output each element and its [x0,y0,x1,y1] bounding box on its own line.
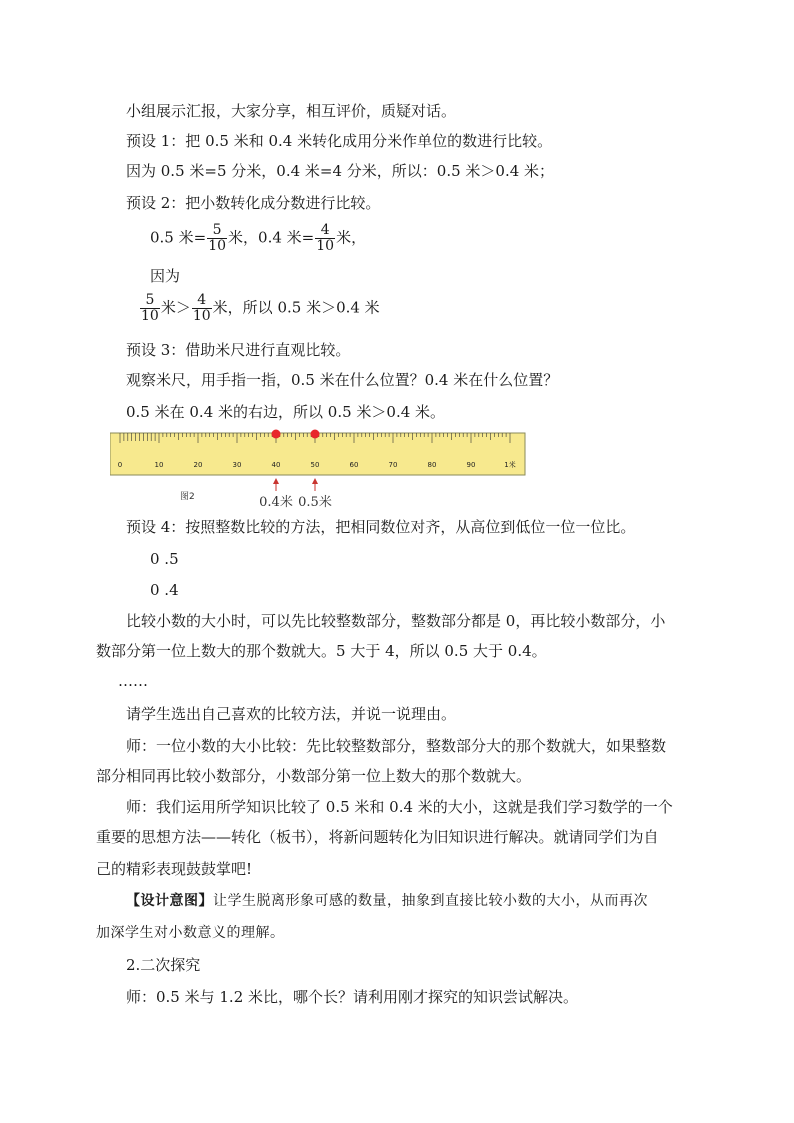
text-line: 预设 4：按照整数比较的方法，把相同数位对齐，从高位到低位一位一位比。 [126,518,636,536]
text-line: 小组展示汇报，大家分享，相互评价，质疑对话。 [126,102,457,120]
fraction-line: 0.5 米= $\frac{5}{10}$ 米，0.4 米= $\frac{4}{10}$ 米， [150,222,367,254]
section-heading: 2.二次探究 [126,956,201,974]
text-line: …… [118,672,148,690]
ruler-tick-label: 70 [388,461,398,469]
ruler-tick-label: 20 [193,461,203,469]
text-line: 部分相同再比较小数部分，小数部分第一位上数大的那个数就大。 [96,767,532,785]
figure-label: 图2 [180,492,195,502]
marker-label: 0.5米 [298,495,332,510]
marker-label: 0.4米 [259,495,293,510]
text-line: 预设 1：把 0.5 米和 0.4 米转化成用分米作单位的数进行比较。 [126,132,553,150]
ruler-marker [311,430,320,439]
fraction: $\frac{5}{10}$ [208,222,227,254]
design-intent-line: 加深学生对小数意义的理解。 [96,925,285,941]
text-line: 0 .5 [150,550,179,568]
fraction: $\frac{4}{10}$ [192,292,211,324]
ruler-tick-label: 90 [466,461,476,469]
text-line: 师：0.5 米与 1.2 米比，哪个长？请利用刚才探究的知识尝试解决。 [126,988,579,1006]
ruler-tick-label: 80 [427,461,437,469]
fraction: $\frac{4}{10}$ [316,222,335,254]
text-line: 因为 [150,267,181,285]
ruler-marker [272,430,281,439]
fraction: $\frac{5}{10}$ [141,292,159,324]
fraction-line: $\frac{5}{10}$ 米＞ $\frac{4}{10}$ 米，所以 0.5 米＞0.4 米 [141,292,380,324]
ruler-tick-label: 50 [310,461,320,469]
text-line: 因为 0.5 米=5 分米，0.4 米=4 分米，所以：0.5 米＞0.4 米； [126,162,555,180]
ruler-tick-label: 60 [349,461,359,469]
ruler-tick-label: 30 [232,461,242,469]
ruler-tick-label: 1米 [504,461,516,469]
ruler-tick-label: 40 [271,461,281,469]
ruler-svg [110,427,530,517]
text-line: 比较小数的大小时，可以先比较整数部分，整数部分都是 0，再比较小数部分，小 [126,612,666,630]
design-intent-tag: 【设计意图】 [126,893,213,909]
marker-arrow-head [273,478,279,484]
text-line: 己的精彩表现鼓鼓掌吧! [96,860,253,878]
text-line: 师：一位小数的大小比较：先比较整数部分，整数部分大的那个数就大，如果整数 [126,737,667,755]
text-line: 预设 3：借助米尺进行直观比较。 [126,341,351,359]
text-line: 请学生选出自己喜欢的比较方法，并说一说理由。 [126,705,457,723]
text-line: 预设 2：把小数转化成分数进行比较。 [126,194,381,212]
marker-arrow-head [312,478,318,484]
text-line: 0 .4 [150,581,179,599]
ruler-figure [110,427,530,517]
text-line: 重要的思想方法——转化（板书），将新问题转化为旧知识进行解决。就请同学们为自 [96,828,659,846]
text-line: 观察米尺，用手指一指，0.5 米在什么位置？0.4 米在什么位置？ [126,371,559,389]
ruler-tick-label: 0 [117,461,123,469]
text-line: 师：我们运用所学知识比较了 0.5 米和 0.4 米的大小，这就是我们学习数学的一个 [126,798,673,816]
text-line: 数部分第一位上数大的那个数就大。5 大于 4，所以 0.5 大于 0.4。 [96,642,547,660]
text-line: 0.5 米在 0.4 米的右边，所以 0.5 米＞0.4 米。 [126,403,446,421]
design-intent-line: 【设计意图】让学生脱离形象可感的数量，抽象到直接比较小数的大小，从而再次 [126,893,648,909]
ruler-tick-label: 10 [154,461,164,469]
